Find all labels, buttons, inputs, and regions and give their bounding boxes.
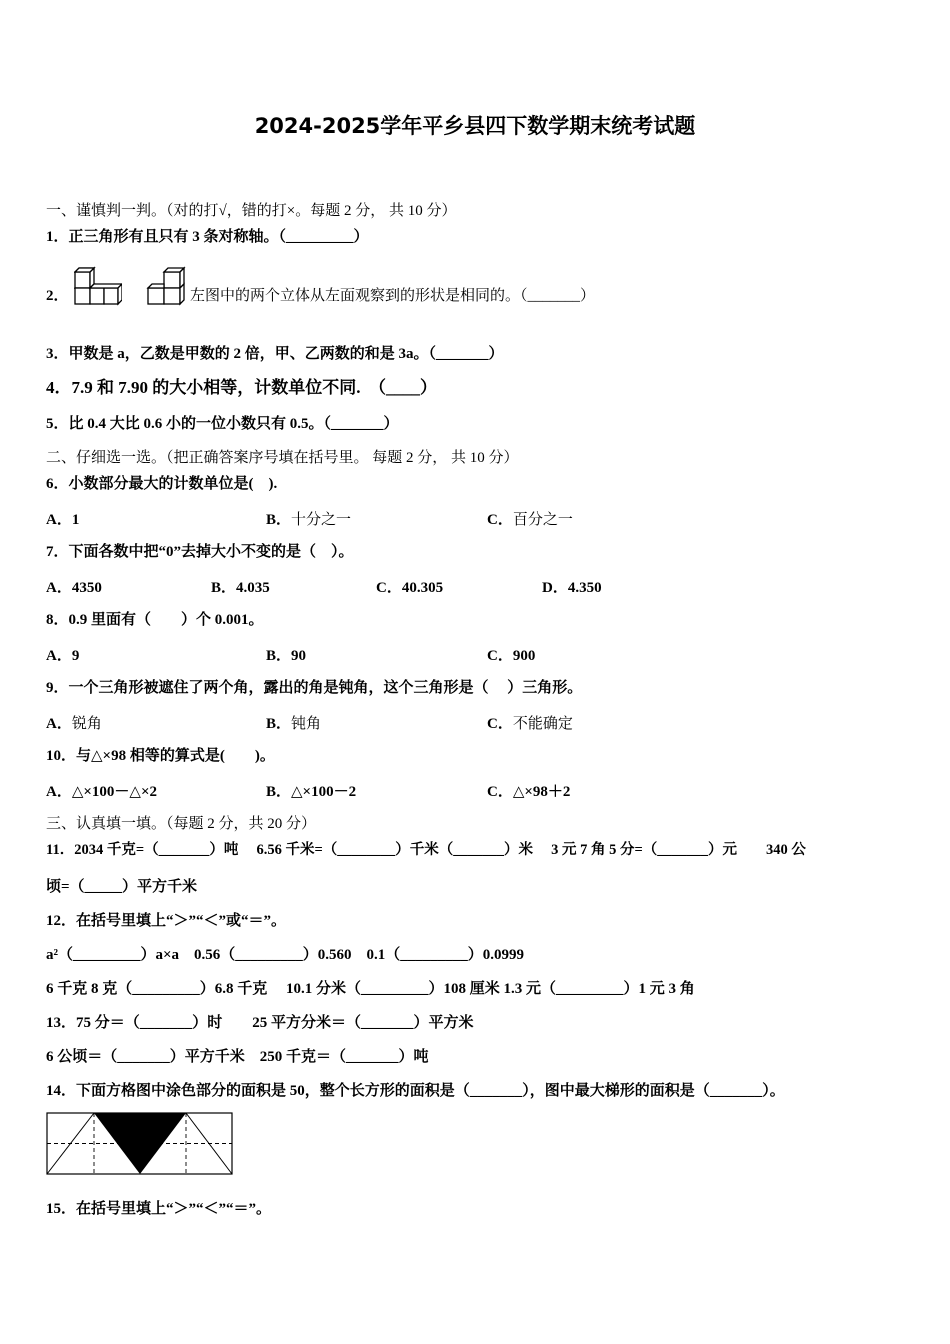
question-13-line-1: 13．75 分＝（_______）时 25 平方分米＝（_______）平方米 bbox=[46, 1015, 474, 1031]
solid-figure-right-icon bbox=[146, 262, 188, 306]
solid-figure-left-icon bbox=[74, 262, 122, 306]
question-10-options bbox=[46, 780, 926, 800]
question-3: 3．甲数是 a，乙数是甲数的 2 倍，甲、乙两数的和是 3a。（_______） bbox=[46, 346, 504, 362]
option-d: D．4.350 bbox=[542, 580, 602, 596]
question-9-stem: 9．一个三角形被遮住了两个角，露出的角是钝角，这个三角形是（ ）三角形。 bbox=[46, 680, 583, 696]
option-b: B．90 bbox=[266, 648, 307, 664]
question-11-line-1: 11．2034 千克=（_______）吨 6.56 千米=（________）千米（_______）米 3 元 7 角 5 分=（_______）元 340 公 bbox=[46, 842, 806, 858]
option-b: B．钝角 bbox=[266, 716, 322, 732]
option-b: B．△×100－2 bbox=[266, 784, 357, 800]
option-b: B．4.035 bbox=[211, 580, 270, 596]
question-10-stem: 10．与△×98 相等的算式是( )。 bbox=[46, 748, 275, 764]
option-c: C．900 bbox=[487, 648, 536, 664]
question-13-line-2: 6 公顷＝（_______）平方千米 250 千克＝（_______）吨 bbox=[46, 1049, 429, 1065]
option-a: A．4350 bbox=[46, 580, 102, 596]
option-c: C．△×98＋2 bbox=[487, 784, 571, 800]
option-a: A．9 bbox=[46, 648, 80, 664]
question-12-line-1: a²（_________）a×a 0.56（_________）0.560 0.1（_________）0.0999 bbox=[46, 947, 525, 963]
question-7-stem: 7．下面各数中把“0”去掉大小不变的是（ ）。 bbox=[46, 544, 354, 560]
option-b: B．十分之一 bbox=[266, 512, 352, 528]
question-4: 4．7.9 和 7.90 的大小相等，计数单位不同. （____） bbox=[46, 378, 437, 397]
option-a: A．锐角 bbox=[46, 716, 102, 732]
question-9-options bbox=[46, 712, 926, 732]
question-6-options bbox=[46, 508, 926, 528]
question-14: 14．下面方格图中涂色部分的面积是 50，整个长方形的面积是（_______），图中最大梯形的面积是（_______）。 bbox=[46, 1083, 785, 1099]
option-a: A．△×100－△×2 bbox=[46, 784, 158, 800]
question-15: 15．在括号里填上“＞”“＜”“＝”。 bbox=[46, 1201, 272, 1217]
question-7-options bbox=[46, 576, 926, 596]
section-2-header: 二、仔细选一选。（把正确答案序号填在括号里。 每题 2 分， 共 10 分） bbox=[46, 450, 519, 466]
exam-title: 2024-2025学年平乡县四下数学期末统考试题 bbox=[254, 114, 696, 138]
question-5: 5．比 0.4 大比 0.6 小的一位小数只有 0.5。（_______） bbox=[46, 416, 399, 432]
question-8-options bbox=[46, 644, 926, 664]
question-1: 1．正三角形有且只有 3 条对称轴。（_________） bbox=[46, 229, 369, 245]
question-12-line-2: 6 千克 8 克（_________）6.8 千克 10.1 分米（_________）108 厘米 1.3 元（_________）1 元 3 角 bbox=[46, 981, 695, 997]
option-c: C．百分之一 bbox=[487, 512, 573, 528]
grid-shaded-figure bbox=[46, 1112, 234, 1176]
question-8-stem: 8．0.9 里面有（ ）个 0.001。 bbox=[46, 612, 264, 628]
question-2-text: 左图中的两个立体从左面观察到的形状是相同的。（_______） bbox=[190, 288, 596, 304]
section-3-header: 三、认真填一填。（每题 2 分，共 20 分） bbox=[46, 816, 317, 832]
option-c: C．40.305 bbox=[376, 580, 444, 596]
question-6-stem: 6．小数部分最大的计数单位是( ). bbox=[46, 476, 278, 492]
question-2-number: 2． bbox=[46, 288, 69, 304]
option-a: A．1 bbox=[46, 512, 80, 528]
question-12-stem: 12．在括号里填上“＞”“＜”或“＝”。 bbox=[46, 913, 287, 929]
question-11-line-2: 顷=（_____）平方千米 bbox=[46, 879, 198, 895]
option-c: C．不能确定 bbox=[487, 716, 573, 732]
section-1-header: 一、谨慎判一判。（对的打√，错的打×。每题 2 分， 共 10 分） bbox=[46, 203, 457, 219]
